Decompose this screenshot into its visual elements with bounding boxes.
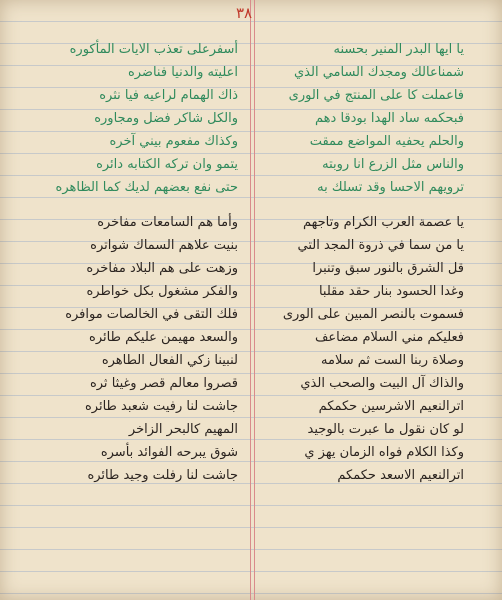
verse-line: والذاك آل البيت والصحب الذي xyxy=(300,376,464,391)
section-gap xyxy=(268,199,464,211)
verse-line: شوق يبرحه الفوائد بأسره xyxy=(100,445,238,460)
verse-line: اترالنعيم الاشرسين حكمكم xyxy=(318,399,464,414)
verse-line: جاشت لنا رفلت وجيد طائره xyxy=(87,468,238,483)
verse-line: يا من سما في ذروة المجد التي xyxy=(297,238,464,253)
verse-line: وكذاك مفعوم بيني آخره xyxy=(109,134,238,149)
verse-line: يتمو وان تركه الكتابه دائره xyxy=(96,157,238,172)
verse-line: والناس مثل الزرع انا روبته xyxy=(322,157,464,172)
page-number: ٣٨ xyxy=(236,4,253,22)
verse-line: والفكر مشغول بكل خواطره xyxy=(86,284,238,299)
verse-line: بنيت علاهم السماك شواتره xyxy=(90,238,238,253)
verse-line: والحلم يحفيه المواضع ممقت xyxy=(309,134,464,149)
verse-line: ذاك الهمام لراعيه فيا نثره xyxy=(99,88,238,103)
verse-line: يا عصمة العرب الكرام وتاجهم xyxy=(302,215,464,230)
left-column xyxy=(50,38,238,487)
verse-line: لنبينا زكي الفعال الطاهره xyxy=(101,353,238,368)
verse-line: والسعد مهيمن عليكم طائره xyxy=(89,330,238,345)
verse-line: وأما هم السامعات مفاخره xyxy=(97,215,238,230)
verse-line: فبحكمه ساد الهدا بودقا دهم xyxy=(315,111,464,126)
verse-line: وصلاة ربنا الست ثم سلامه xyxy=(321,353,464,368)
verse-line: جاشت لنا رفيت شعبد طائره xyxy=(84,399,238,414)
verse-line: فاعملت كا على المنتج في الورى xyxy=(288,88,464,103)
red-margin-line xyxy=(254,0,255,600)
verse-line: والكل شاكر فضل ومجاوره xyxy=(94,111,238,126)
verse-line: المهيم كالبحر الزاخر xyxy=(128,422,238,437)
verse-line: شمناعالك ومجدك السامي الذي xyxy=(294,65,464,80)
verse-line: اترالنعيم الاسعد حكمكم xyxy=(337,468,464,483)
verse-line: وغدا الحسود بنار حقد مقلبا xyxy=(318,284,464,299)
verse-line: أسفرعلى تعذب الايات المأكوره xyxy=(69,42,238,57)
verse-line: قصروا معالم قصر وغيثا ثره xyxy=(89,376,238,391)
verse-line: قل الشرق بالنور سبق وتنبرا xyxy=(312,261,464,276)
verse-line: فسموت بالنصر المبين على الورى xyxy=(282,307,464,322)
verse-line: ترويهم الاحسا وقد تسلك به xyxy=(317,180,464,195)
verse-line: وكذا الكلام فواه الزمان يهز ي xyxy=(304,445,464,460)
section-gap xyxy=(50,199,238,211)
verse-line: اعليته والدنيا فناضره xyxy=(127,65,238,80)
verse-line: فعليكم مني السلام مضاعف xyxy=(314,330,464,345)
red-margin-line xyxy=(250,0,251,600)
verse-line: لو كان نقول ما عبرت بالوجيد xyxy=(307,422,464,437)
verse-line: حتى نفع بعضهم لديك كما الظاهره xyxy=(55,180,238,195)
right-column xyxy=(268,38,464,487)
verse-line: يا ايها البدر المنير بحسنه xyxy=(333,42,464,57)
verse-line: وزهت على هم البلاد مفاخره xyxy=(86,261,238,276)
verse-line: فلك التقى في الخالصات موافره xyxy=(65,307,238,322)
